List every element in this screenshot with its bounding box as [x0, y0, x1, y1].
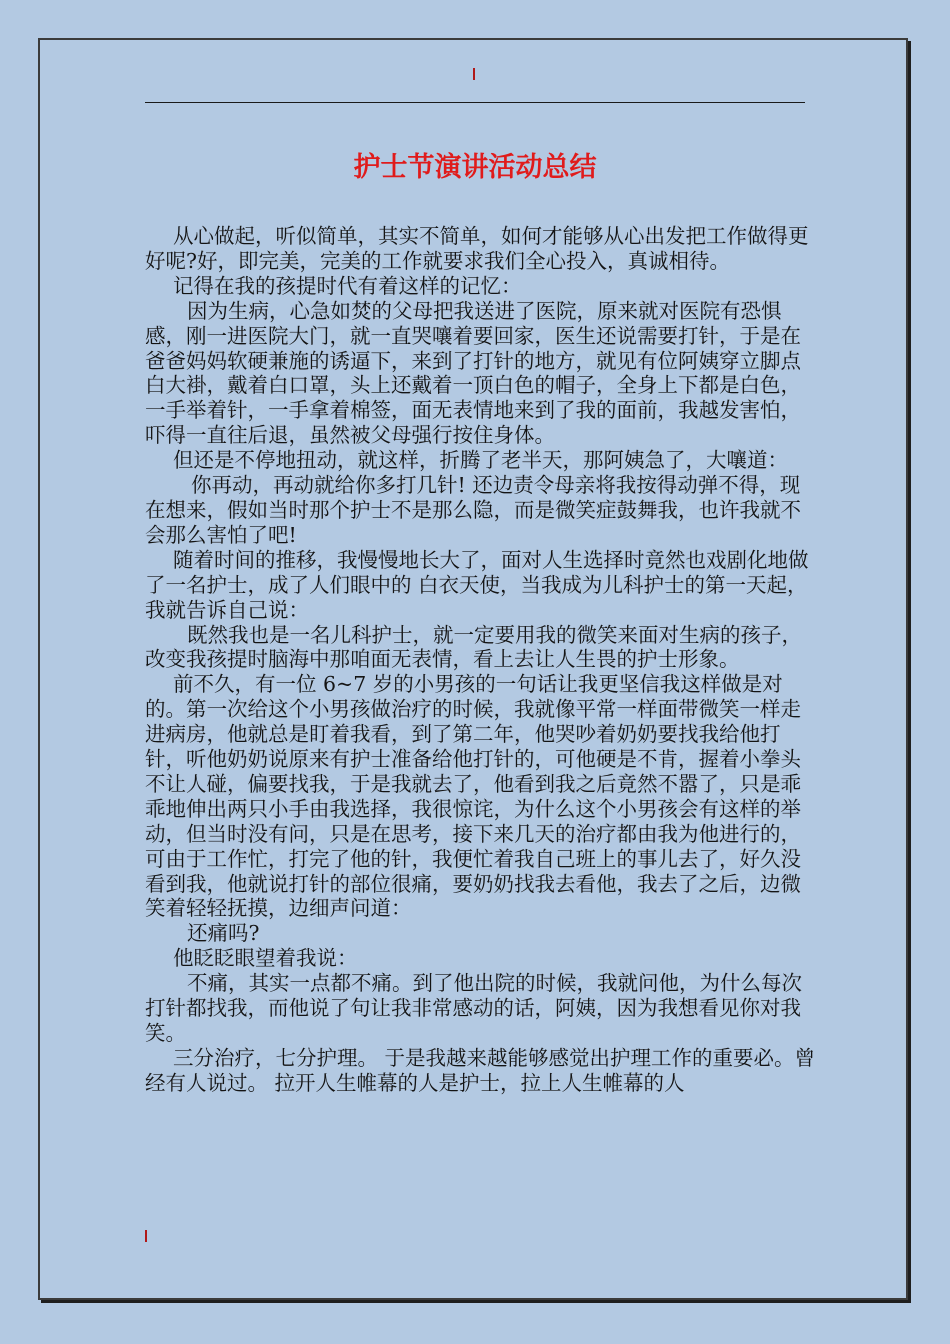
paragraph: 随着时间的推移，我慢慢地长大了，面对人生选择时竟然也戏剧化地做了一名护士，成了人们眼中的 白衣天使，当我成为儿科护士的第一天起，我就告诉自己说： — [145, 547, 809, 622]
paragraph: 他眨眨眼望着我说： — [173, 946, 358, 971]
document-title: 护士节演讲活动总结 — [353, 152, 597, 184]
paragraph: 但还是不停地扭动，就这样，折腾了老半天，那阿姨急了，大嚷道： — [173, 448, 788, 473]
footer-marker — [145, 1230, 147, 1242]
paragraph: 你再动，再动就给你多打几针! 还边责令母亲将我按得动弹不得，现在想来，假如当时那个护士不是那么隐，而是微笑症鼓舞我，也许我就不会那么害怕了吧! — [145, 473, 801, 547]
paragraph: 从心做起，听似简单，其实不简单，如何才能够从心出发把工作做得更好呢?好，即完美，完美的工作就要求我们全心投入，真诚相待。 — [145, 224, 809, 273]
paragraph: 还痛吗? — [187, 921, 260, 946]
paragraph: 前不久，有一位 6~7 岁的小男孩的一句话让我更坚信我这样做是对的。第一次给这个小男孩做治疗的时候，我就像平常一样面带微笑一样走进病房，他就总是盯着我看，到了第二年，他哭吵着奶奶要找我给他打针，听他奶奶说原来有护士准备给他打针的，可他硬是不肯，握着小拳头不让人碰，偏要找我，于是我就去了，他看到我之后竟然不嚣了，只是乖乖地伸出两只小手由我选择，我很惊诧，为什么这个小男孩会有这样的举动，但当时没有问，只是在思考，接下来几天的治疗都由我为他进行的，可由于工作忙，打完了他的针，我便忙着我自己班上的事儿去了，好久没看到我，他就说打针的部位很痛，要奶奶找我去看他，我去了之后，边微笑着轻轻抚摸，边细声问道： — [145, 672, 801, 921]
header-marker — [473, 68, 475, 80]
paragraph: 三分治疗，七分护理。 于是我越来越能够感觉出护理工作的重要必。曾经有人说过。 拉开人生帷幕的人是护士，拉上人生帷幕的人 — [145, 1045, 816, 1095]
paragraph: 因为生病，心急如焚的父母把我送进了医院，原来就对医院有恐惧感，刚一进医院大门，就一直哭嚷着要回家，医生还说需要打针，于是在爸爸妈妈软硬兼施的诱逼下，来到了打针的地方，就见有位阿姨穿立脚点白大褂，戴着白口罩，头上还戴着一顶白色的帽子，全身上下都是白色，一手举着针，一手拿着棉签，面无表情地来到了我的面前，我越发害怕，吓得一直往后退，虽然被父母强行按住身体。 — [145, 298, 801, 448]
paragraph: 记得在我的孩提时代有着这样的记忆： — [173, 273, 522, 298]
paragraph: 不痛，其实一点都不痛。到了他出院的时候，我就问他，为什么每次打针都找我，而他说了句让我非常感动的话，阿姨，因为我想看见你对我笑。 — [145, 971, 802, 1045]
document-body — [145, 224, 815, 1096]
paragraph: 既然我也是一名儿科护士，就一定要用我的微笑来面对生病的孩子，改变我孩提时脑海中那咱面无表情，看上去让人生畏的护士形象。 — [145, 622, 802, 672]
header-rule — [145, 102, 805, 103]
